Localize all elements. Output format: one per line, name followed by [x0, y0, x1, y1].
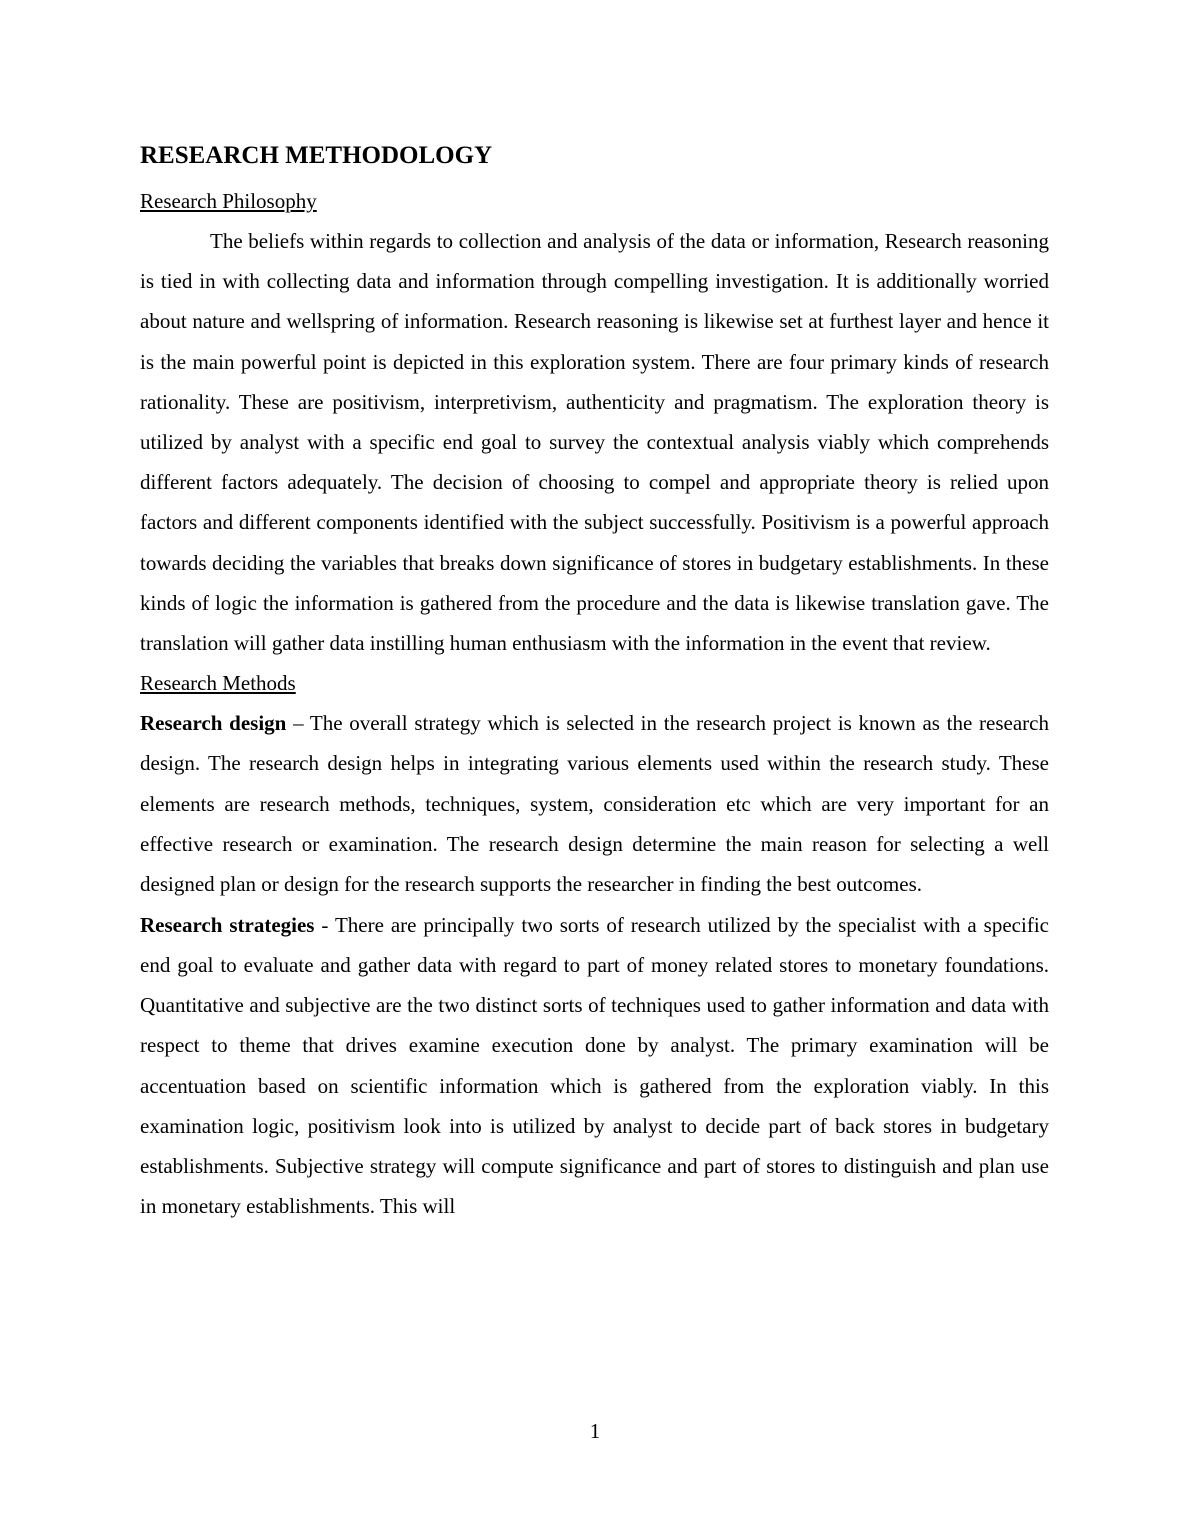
section-heading-research-methods: Research Methods	[140, 671, 296, 696]
text-research-design: The overall strategy which is selected in the research project is known as the research design. The research design helps in integrating various elements used within the research study. These elements are research methods, techniques, system, consideration etc which are very important for an effective research or examination. The research design determine the main reason for selecting a well designed plan or design for the research supports the researcher in finding the best outcomes.	[140, 711, 1049, 897]
lead-research-strategies: Research strategies	[140, 912, 315, 937]
paragraph-research-philosophy: The beliefs within regards to collection and analysis of the data or information, Research reasoning is tied in with collecting data and information through compelling investigation. It is additionally worried about nature and wellspring of information. Research reasoning is likewise set at furthest layer and hence it is the main powerful point is depicted in this exploration system. There are four primary kinds of research rationality. These are positivism, interpretivism, authenticity and pragmatism. The exploration theory is utilized by analyst with a specific end goal to survey the contextual analysis viably which comprehends different factors adequately. The decision of choosing to compel and appropriate theory is relied upon factors and different components identified with the subject successfully. Positivism is a powerful approach towards deciding the variables that breaks down significance of stores in budgetary establishments. In these kinds of logic the information is gathered from the procedure and the data is likewise translation gave. The translation will gather data instilling human enthusiasm with the information in the event that review.	[140, 229, 1049, 656]
page-title: RESEARCH METHODOLOGY	[140, 142, 493, 169]
paragraph-research-strategies	[140, 905, 1049, 1227]
text-research-strategies: There are principally two sorts of research utilized by the specialist with a specific end goal to evaluate and gather data with regard to part of money related stores to monetary foundations. Quantitative and subjective are the two distinct sorts of techniques used to gather information and data with respect to theme that drives examine execution done by analyst. The primary examination will be accentuation based on scientific information which is gathered from the exploration viably. In this examination logic, positivism look into is utilized by analyst to decide part of back stores in budgetary establishments. Subjective strategy will compute significance and part of stores to distinguish and plan use in monetary establishments. This will	[140, 912, 1049, 1219]
paragraph-research-design	[140, 703, 1049, 904]
page-number: 1	[589, 1419, 601, 1443]
document-page	[140, 136, 1049, 1226]
section-heading-research-philosophy: Research Philosophy	[140, 189, 317, 213]
lead-research-design: Research design	[140, 711, 287, 736]
separator-research-strategies: -	[314, 912, 335, 937]
separator-research-design: –	[286, 711, 310, 736]
